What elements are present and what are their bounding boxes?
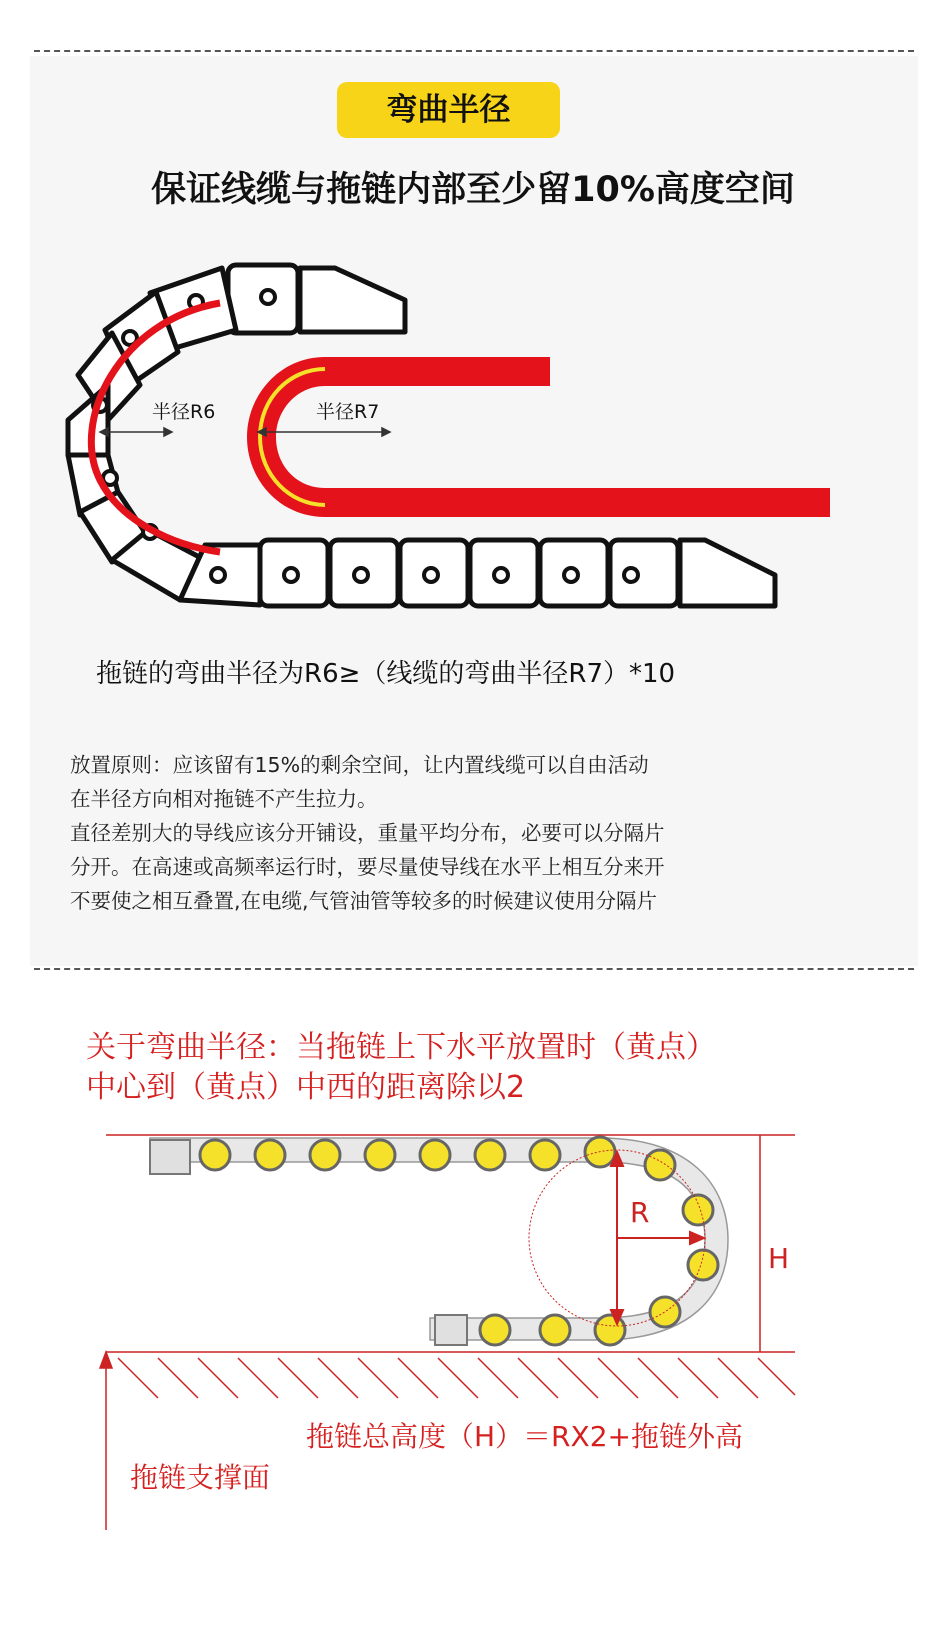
guideline-line: 不要使之相互叠置,在电缆,气管油管等较多的时候建议使用分隔片 <box>70 889 658 913</box>
section-badge: 弯曲半径 <box>337 82 560 138</box>
guideline-line: 分开。在高速或高频率运行时，要尽量使导线在水平上相互分来开 <box>70 855 665 879</box>
chain-end-bottom <box>435 1315 467 1345</box>
support-arrow <box>100 1352 112 1530</box>
support-hatching <box>118 1358 795 1398</box>
section-subtitle: 保证线缆与拖链内部至少留10%高度空间 <box>151 170 795 210</box>
title-line: 中心到（黄点）中西的距离除以2 <box>86 1070 526 1105</box>
guideline-line: 放置原则：应该留有15%的剩余空间，让内置线缆可以自由活动 <box>70 753 649 777</box>
guideline-line: 直径差别大的导线应该分开铺设，重量平均分布，必要可以分隔片 <box>70 821 665 845</box>
guideline-line: 在半径方向相对拖链不产生拉力。 <box>70 787 378 811</box>
height-formula: 拖链总高度（H）＝RX2+拖链外高 <box>306 1420 743 1453</box>
r7-label: 半径R7 <box>316 401 380 423</box>
r-label: R <box>630 1196 650 1229</box>
r6-label: 半径R6 <box>152 401 216 423</box>
h-label: H <box>768 1242 790 1275</box>
chain-end-top <box>150 1140 190 1174</box>
title-line: 关于弯曲半径：当拖链上下水平放置时（黄点） <box>86 1030 716 1065</box>
support-surface-label: 拖链支撑面 <box>130 1461 271 1494</box>
radius-caption: 拖链的弯曲半径为R6≥（线缆的弯曲半径R7）*10 <box>96 659 676 689</box>
